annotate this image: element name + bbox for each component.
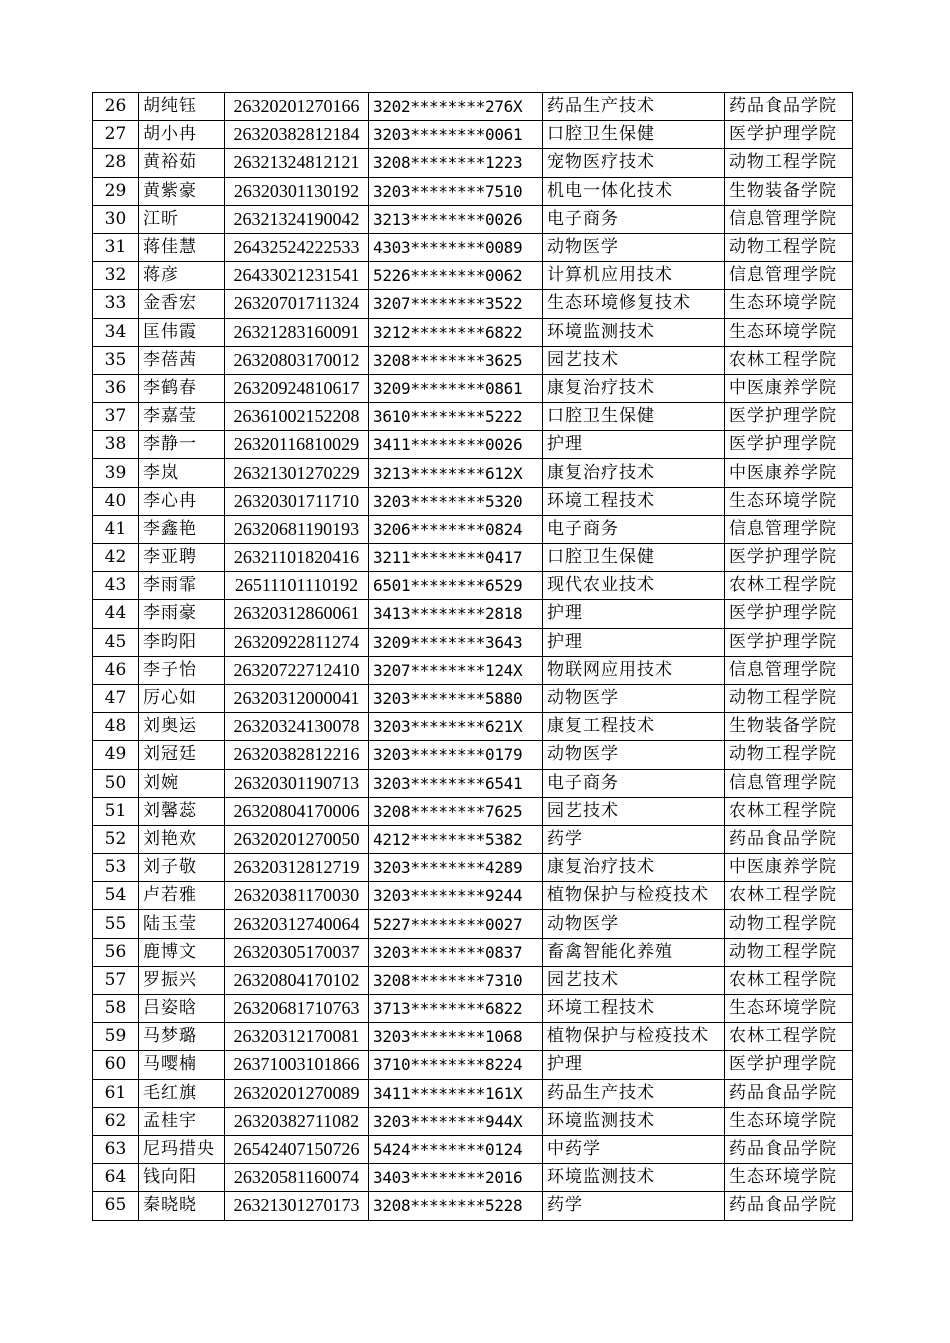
- row-number-cell: 65: [93, 1192, 139, 1220]
- student-name-cell: 毛红旗: [139, 1079, 225, 1107]
- exam-number-cell: 26320681190193: [225, 515, 369, 543]
- row-number-cell: 62: [93, 1107, 139, 1135]
- student-name-cell: 李雨霏: [139, 572, 225, 600]
- major-cell: 护理: [543, 600, 725, 628]
- student-name-cell: 金香宏: [139, 290, 225, 318]
- table-row: [93, 684, 853, 712]
- college-cell: 医学护理学院: [725, 121, 853, 149]
- college-cell: 动物工程学院: [725, 684, 853, 712]
- student-roster-table: [92, 92, 853, 1221]
- student-name-cell: 胡纯钰: [139, 93, 225, 121]
- row-number-cell: 58: [93, 995, 139, 1023]
- college-cell: 动物工程学院: [725, 233, 853, 261]
- exam-number-cell: 26320312740064: [225, 910, 369, 938]
- row-number-cell: 37: [93, 403, 139, 431]
- exam-number-cell: 26320301711710: [225, 487, 369, 515]
- exam-number-cell: 26320201270166: [225, 93, 369, 121]
- exam-number-cell: 26320382812216: [225, 741, 369, 769]
- college-cell: 动物工程学院: [725, 938, 853, 966]
- exam-number-cell: 26320701711324: [225, 290, 369, 318]
- row-number-cell: 54: [93, 882, 139, 910]
- college-cell: 生物装备学院: [725, 713, 853, 741]
- id-number-cell: 3209********0861: [369, 374, 543, 402]
- id-number-cell: 3202********276X: [369, 93, 543, 121]
- student-name-cell: 李嘉莹: [139, 403, 225, 431]
- college-cell: 农林工程学院: [725, 882, 853, 910]
- row-number-cell: 61: [93, 1079, 139, 1107]
- id-number-cell: 3208********7625: [369, 797, 543, 825]
- row-number-cell: 43: [93, 572, 139, 600]
- id-number-cell: 4212********5382: [369, 825, 543, 853]
- student-name-cell: 李鑫艳: [139, 515, 225, 543]
- id-number-cell: 3203********0837: [369, 938, 543, 966]
- table-row: [93, 797, 853, 825]
- table-row: [93, 741, 853, 769]
- id-number-cell: 3203********5880: [369, 684, 543, 712]
- id-number-cell: 3403********2016: [369, 1164, 543, 1192]
- table-row: [93, 628, 853, 656]
- id-number-cell: 3208********5228: [369, 1192, 543, 1220]
- college-cell: 药品食品学院: [725, 1135, 853, 1163]
- exam-number-cell: 26320382711082: [225, 1107, 369, 1135]
- exam-number-cell: 26320581160074: [225, 1164, 369, 1192]
- id-number-cell: 3207********124X: [369, 656, 543, 684]
- id-number-cell: 3208********1223: [369, 149, 543, 177]
- id-number-cell: 3203********944X: [369, 1107, 543, 1135]
- college-cell: 动物工程学院: [725, 149, 853, 177]
- major-cell: 药品生产技术: [543, 93, 725, 121]
- table-row: [93, 205, 853, 233]
- exam-number-cell: 26432524222533: [225, 233, 369, 261]
- college-cell: 生态环境学院: [725, 1164, 853, 1192]
- student-name-cell: 刘婉: [139, 769, 225, 797]
- row-number-cell: 32: [93, 262, 139, 290]
- student-name-cell: 黄紫豪: [139, 177, 225, 205]
- row-number-cell: 36: [93, 374, 139, 402]
- table-row: [93, 769, 853, 797]
- exam-number-cell: 26433021231541: [225, 262, 369, 290]
- id-number-cell: 3203********7510: [369, 177, 543, 205]
- college-cell: 医学护理学院: [725, 600, 853, 628]
- row-number-cell: 42: [93, 544, 139, 572]
- student-name-cell: 刘馨蕊: [139, 797, 225, 825]
- row-number-cell: 33: [93, 290, 139, 318]
- major-cell: 药学: [543, 825, 725, 853]
- major-cell: 畜禽智能化养殖: [543, 938, 725, 966]
- student-name-cell: 匡伟霞: [139, 318, 225, 346]
- major-cell: 口腔卫生保健: [543, 121, 725, 149]
- roster-body: [93, 93, 853, 1221]
- college-cell: 中医康养学院: [725, 374, 853, 402]
- student-name-cell: 卢若雅: [139, 882, 225, 910]
- college-cell: 动物工程学院: [725, 910, 853, 938]
- id-number-cell: 3710********8224: [369, 1051, 543, 1079]
- student-name-cell: 李心冉: [139, 487, 225, 515]
- id-number-cell: 3206********0824: [369, 515, 543, 543]
- id-number-cell: 3203********5320: [369, 487, 543, 515]
- table-row: [93, 262, 853, 290]
- exam-number-cell: 26321301270229: [225, 459, 369, 487]
- student-name-cell: 黄裕茹: [139, 149, 225, 177]
- major-cell: 动物医学: [543, 741, 725, 769]
- student-name-cell: 李静一: [139, 431, 225, 459]
- student-name-cell: 李亚聘: [139, 544, 225, 572]
- student-name-cell: 孟桂宇: [139, 1107, 225, 1135]
- college-cell: 生态环境学院: [725, 290, 853, 318]
- row-number-cell: 44: [93, 600, 139, 628]
- table-row: [93, 1023, 853, 1051]
- student-name-cell: 马梦璐: [139, 1023, 225, 1051]
- student-name-cell: 陆玉莹: [139, 910, 225, 938]
- major-cell: 环境监测技术: [543, 1107, 725, 1135]
- table-row: [93, 544, 853, 572]
- student-name-cell: 尼玛措央: [139, 1135, 225, 1163]
- table-row: [93, 515, 853, 543]
- major-cell: 康复工程技术: [543, 713, 725, 741]
- row-number-cell: 35: [93, 346, 139, 374]
- exam-number-cell: 26542407150726: [225, 1135, 369, 1163]
- row-number-cell: 60: [93, 1051, 139, 1079]
- major-cell: 计算机应用技术: [543, 262, 725, 290]
- major-cell: 植物保护与检疫技术: [543, 882, 725, 910]
- table-row: [93, 713, 853, 741]
- row-number-cell: 50: [93, 769, 139, 797]
- id-number-cell: 3211********0417: [369, 544, 543, 572]
- exam-number-cell: 26511101110192: [225, 572, 369, 600]
- row-number-cell: 34: [93, 318, 139, 346]
- major-cell: 环境工程技术: [543, 995, 725, 1023]
- table-row: [93, 825, 853, 853]
- college-cell: 医学护理学院: [725, 403, 853, 431]
- major-cell: 动物医学: [543, 233, 725, 261]
- major-cell: 口腔卫生保健: [543, 403, 725, 431]
- major-cell: 中药学: [543, 1135, 725, 1163]
- id-number-cell: 3411********161X: [369, 1079, 543, 1107]
- major-cell: 机电一体化技术: [543, 177, 725, 205]
- exam-number-cell: 26320312000041: [225, 684, 369, 712]
- student-name-cell: 厉心如: [139, 684, 225, 712]
- major-cell: 电子商务: [543, 515, 725, 543]
- table-row: [93, 346, 853, 374]
- table-row: [93, 1135, 853, 1163]
- id-number-cell: 3209********3643: [369, 628, 543, 656]
- college-cell: 中医康养学院: [725, 459, 853, 487]
- table-row: [93, 233, 853, 261]
- row-number-cell: 47: [93, 684, 139, 712]
- id-number-cell: 3203********9244: [369, 882, 543, 910]
- exam-number-cell: 26321324190042: [225, 205, 369, 233]
- exam-number-cell: 26320681710763: [225, 995, 369, 1023]
- college-cell: 生态环境学院: [725, 995, 853, 1023]
- id-number-cell: 5227********0027: [369, 910, 543, 938]
- id-number-cell: 3213********0026: [369, 205, 543, 233]
- college-cell: 信息管理学院: [725, 769, 853, 797]
- college-cell: 农林工程学院: [725, 1023, 853, 1051]
- major-cell: 园艺技术: [543, 797, 725, 825]
- exam-number-cell: 26321324812121: [225, 149, 369, 177]
- student-name-cell: 蒋佳慧: [139, 233, 225, 261]
- college-cell: 医学护理学院: [725, 628, 853, 656]
- row-number-cell: 57: [93, 966, 139, 994]
- table-row: [93, 403, 853, 431]
- college-cell: 动物工程学院: [725, 741, 853, 769]
- table-row: [93, 177, 853, 205]
- major-cell: 园艺技术: [543, 966, 725, 994]
- row-number-cell: 51: [93, 797, 139, 825]
- college-cell: 生态环境学院: [725, 487, 853, 515]
- major-cell: 康复治疗技术: [543, 459, 725, 487]
- college-cell: 生态环境学院: [725, 318, 853, 346]
- student-name-cell: 秦晓晓: [139, 1192, 225, 1220]
- student-name-cell: 李蓓茜: [139, 346, 225, 374]
- exam-number-cell: 26321283160091: [225, 318, 369, 346]
- row-number-cell: 59: [93, 1023, 139, 1051]
- exam-number-cell: 26371003101866: [225, 1051, 369, 1079]
- id-number-cell: 3203********6541: [369, 769, 543, 797]
- major-cell: 动物医学: [543, 910, 725, 938]
- row-number-cell: 30: [93, 205, 139, 233]
- row-number-cell: 40: [93, 487, 139, 515]
- major-cell: 现代农业技术: [543, 572, 725, 600]
- id-number-cell: 3208********7310: [369, 966, 543, 994]
- college-cell: 药品食品学院: [725, 1079, 853, 1107]
- major-cell: 药学: [543, 1192, 725, 1220]
- row-number-cell: 39: [93, 459, 139, 487]
- exam-number-cell: 26320312170081: [225, 1023, 369, 1051]
- college-cell: 医学护理学院: [725, 431, 853, 459]
- id-number-cell: 3411********0026: [369, 431, 543, 459]
- row-number-cell: 46: [93, 656, 139, 684]
- table-row: [93, 374, 853, 402]
- major-cell: 康复治疗技术: [543, 854, 725, 882]
- major-cell: 植物保护与检疫技术: [543, 1023, 725, 1051]
- student-name-cell: 刘冠廷: [139, 741, 225, 769]
- college-cell: 医学护理学院: [725, 544, 853, 572]
- exam-number-cell: 26320312812719: [225, 854, 369, 882]
- student-name-cell: 蒋彦: [139, 262, 225, 290]
- id-number-cell: 5226********0062: [369, 262, 543, 290]
- id-number-cell: 3212********6822: [369, 318, 543, 346]
- student-name-cell: 吕姿晗: [139, 995, 225, 1023]
- exam-number-cell: 26320804170102: [225, 966, 369, 994]
- row-number-cell: 56: [93, 938, 139, 966]
- college-cell: 信息管理学院: [725, 262, 853, 290]
- exam-number-cell: 26320201270089: [225, 1079, 369, 1107]
- row-number-cell: 41: [93, 515, 139, 543]
- student-name-cell: 李岚: [139, 459, 225, 487]
- table-row: [93, 93, 853, 121]
- id-number-cell: 3213********612X: [369, 459, 543, 487]
- row-number-cell: 52: [93, 825, 139, 853]
- major-cell: 康复治疗技术: [543, 374, 725, 402]
- major-cell: 园艺技术: [543, 346, 725, 374]
- student-name-cell: 鹿博文: [139, 938, 225, 966]
- row-number-cell: 63: [93, 1135, 139, 1163]
- exam-number-cell: 26320803170012: [225, 346, 369, 374]
- row-number-cell: 28: [93, 149, 139, 177]
- id-number-cell: 3208********3625: [369, 346, 543, 374]
- table-row: [93, 1107, 853, 1135]
- table-row: [93, 1192, 853, 1220]
- id-number-cell: 5424********0124: [369, 1135, 543, 1163]
- major-cell: 环境监测技术: [543, 318, 725, 346]
- exam-number-cell: 26320201270050: [225, 825, 369, 853]
- table-row: [93, 1164, 853, 1192]
- student-name-cell: 李鹤春: [139, 374, 225, 402]
- student-name-cell: 罗振兴: [139, 966, 225, 994]
- table-row: [93, 121, 853, 149]
- table-row: [93, 572, 853, 600]
- id-number-cell: 3203********621X: [369, 713, 543, 741]
- major-cell: 护理: [543, 628, 725, 656]
- exam-number-cell: 26320922811274: [225, 628, 369, 656]
- exam-number-cell: 26320305170037: [225, 938, 369, 966]
- exam-number-cell: 26320312860061: [225, 600, 369, 628]
- major-cell: 电子商务: [543, 769, 725, 797]
- exam-number-cell: 26321301270173: [225, 1192, 369, 1220]
- table-row: [93, 290, 853, 318]
- row-number-cell: 45: [93, 628, 139, 656]
- college-cell: 药品食品学院: [725, 825, 853, 853]
- exam-number-cell: 26320804170006: [225, 797, 369, 825]
- id-number-cell: 3203********1068: [369, 1023, 543, 1051]
- major-cell: 护理: [543, 1051, 725, 1079]
- table-row: [93, 910, 853, 938]
- college-cell: 药品食品学院: [725, 1192, 853, 1220]
- row-number-cell: 38: [93, 431, 139, 459]
- major-cell: 护理: [543, 431, 725, 459]
- exam-number-cell: 26321101820416: [225, 544, 369, 572]
- student-name-cell: 李雨豪: [139, 600, 225, 628]
- table-row: [93, 459, 853, 487]
- row-number-cell: 27: [93, 121, 139, 149]
- table-row: [93, 882, 853, 910]
- row-number-cell: 49: [93, 741, 139, 769]
- major-cell: 药品生产技术: [543, 1079, 725, 1107]
- student-name-cell: 刘子敬: [139, 854, 225, 882]
- row-number-cell: 29: [93, 177, 139, 205]
- table-row: [93, 149, 853, 177]
- student-name-cell: 马嘤楠: [139, 1051, 225, 1079]
- college-cell: 生态环境学院: [725, 1107, 853, 1135]
- exam-number-cell: 26320116810029: [225, 431, 369, 459]
- student-name-cell: 李昀阳: [139, 628, 225, 656]
- college-cell: 信息管理学院: [725, 515, 853, 543]
- college-cell: 农林工程学院: [725, 572, 853, 600]
- college-cell: 药品食品学院: [725, 93, 853, 121]
- college-cell: 医学护理学院: [725, 1051, 853, 1079]
- table-row: [93, 938, 853, 966]
- major-cell: 动物医学: [543, 684, 725, 712]
- id-number-cell: 3610********5222: [369, 403, 543, 431]
- row-number-cell: 31: [93, 233, 139, 261]
- major-cell: 宠物医疗技术: [543, 149, 725, 177]
- table-row: [93, 431, 853, 459]
- row-number-cell: 55: [93, 910, 139, 938]
- id-number-cell: 3203********0179: [369, 741, 543, 769]
- exam-number-cell: 26320924810617: [225, 374, 369, 402]
- major-cell: 环境工程技术: [543, 487, 725, 515]
- college-cell: 生物装备学院: [725, 177, 853, 205]
- row-number-cell: 48: [93, 713, 139, 741]
- exam-number-cell: 26320324130078: [225, 713, 369, 741]
- college-cell: 农林工程学院: [725, 346, 853, 374]
- exam-number-cell: 26320381170030: [225, 882, 369, 910]
- major-cell: 电子商务: [543, 205, 725, 233]
- student-name-cell: 钱向阳: [139, 1164, 225, 1192]
- row-number-cell: 53: [93, 854, 139, 882]
- college-cell: 中医康养学院: [725, 854, 853, 882]
- student-name-cell: 刘奥运: [139, 713, 225, 741]
- exam-number-cell: 26320301130192: [225, 177, 369, 205]
- student-name-cell: 刘艳欢: [139, 825, 225, 853]
- id-number-cell: 3413********2818: [369, 600, 543, 628]
- exam-number-cell: 26320301190713: [225, 769, 369, 797]
- table-row: [93, 1051, 853, 1079]
- table-row: [93, 487, 853, 515]
- student-name-cell: 江昕: [139, 205, 225, 233]
- exam-number-cell: 26320722712410: [225, 656, 369, 684]
- major-cell: 生态环境修复技术: [543, 290, 725, 318]
- college-cell: 农林工程学院: [725, 966, 853, 994]
- student-name-cell: 胡小冉: [139, 121, 225, 149]
- row-number-cell: 64: [93, 1164, 139, 1192]
- student-name-cell: 李子怡: [139, 656, 225, 684]
- id-number-cell: 4303********0089: [369, 233, 543, 261]
- row-number-cell: 26: [93, 93, 139, 121]
- table-row: [93, 656, 853, 684]
- exam-number-cell: 26320382812184: [225, 121, 369, 149]
- college-cell: 信息管理学院: [725, 205, 853, 233]
- college-cell: 信息管理学院: [725, 656, 853, 684]
- id-number-cell: 3203********4289: [369, 854, 543, 882]
- exam-number-cell: 26361002152208: [225, 403, 369, 431]
- table-row: [93, 1079, 853, 1107]
- table-row: [93, 600, 853, 628]
- id-number-cell: 3713********6822: [369, 995, 543, 1023]
- id-number-cell: 3207********3522: [369, 290, 543, 318]
- id-number-cell: 6501********6529: [369, 572, 543, 600]
- table-row: [93, 995, 853, 1023]
- major-cell: 物联网应用技术: [543, 656, 725, 684]
- table-row: [93, 854, 853, 882]
- table-row: [93, 318, 853, 346]
- college-cell: 农林工程学院: [725, 797, 853, 825]
- major-cell: 环境监测技术: [543, 1164, 725, 1192]
- id-number-cell: 3203********0061: [369, 121, 543, 149]
- table-row: [93, 966, 853, 994]
- major-cell: 口腔卫生保健: [543, 544, 725, 572]
